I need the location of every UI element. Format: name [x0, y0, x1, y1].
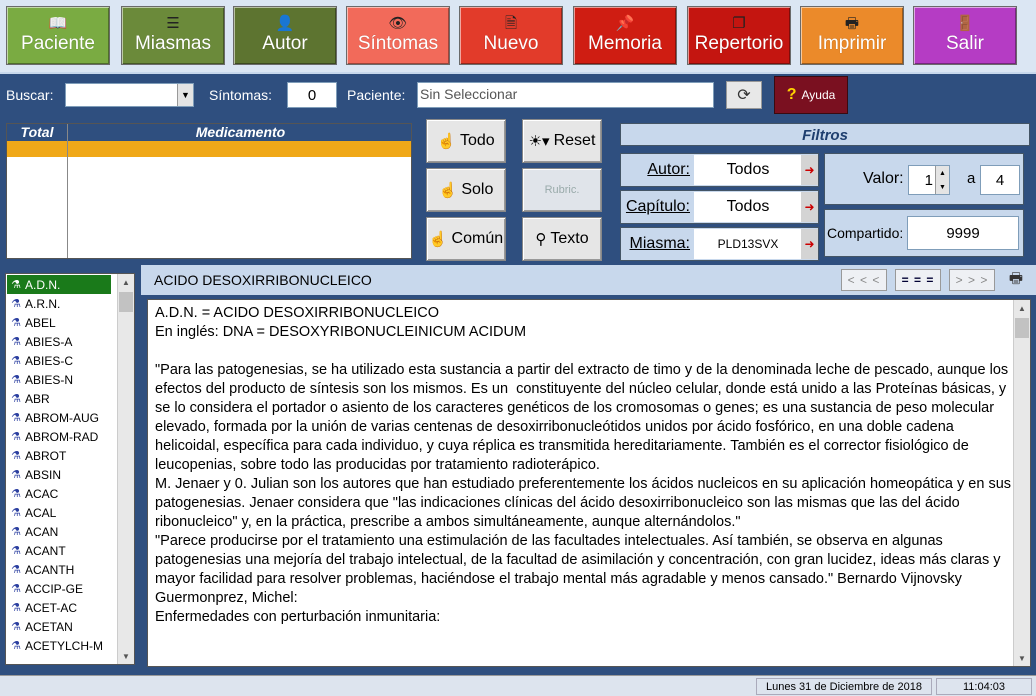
valor-label: Valor: — [863, 170, 904, 187]
remedy-name: ACAN — [25, 524, 59, 539]
nav-next-button[interactable]: > > > — [949, 269, 995, 291]
status-bar — [0, 675, 1036, 696]
filtros-title: Filtros — [620, 123, 1030, 146]
remedy-name: ABSIN — [25, 467, 62, 482]
paciente-label: Paciente: — [347, 87, 406, 103]
sintomas-button[interactable] — [346, 6, 450, 65]
remedy-name: ABIES-A — [25, 334, 73, 349]
arrow-right-icon[interactable]: ➜ — [801, 155, 818, 185]
toolbar-button-label: Miasmas — [134, 33, 211, 54]
flask-icon: ⚗ — [11, 336, 21, 348]
remedy-list-item[interactable] — [7, 427, 111, 446]
flask-icon: ⚗ — [11, 412, 21, 424]
remedy-name: A.R.N. — [25, 296, 61, 311]
paciente-button[interactable] — [6, 6, 110, 65]
remedy-name: ABROM-AUG — [25, 410, 100, 425]
toolbar-button-label: Paciente — [21, 33, 95, 54]
flask-icon: ⚗ — [11, 621, 21, 633]
compartido-input[interactable]: 9999 — [907, 216, 1019, 250]
solo-label: Solo — [461, 181, 494, 198]
autor-filter — [620, 153, 819, 187]
toolbar-button-label: Salir — [945, 33, 984, 54]
memoria-button[interactable] — [573, 6, 677, 65]
search-bar — [0, 74, 1036, 117]
flask-icon: ⚗ — [11, 393, 21, 405]
flask-icon: ⚗ — [11, 355, 21, 367]
pin-icon: 📌 — [615, 15, 635, 32]
hand-pointer-icon: ☝ — [428, 231, 448, 248]
miasma-value[interactable]: PLD13SVX — [694, 229, 802, 259]
compartido-filter — [824, 209, 1024, 257]
comun-label: Común — [451, 230, 504, 247]
flask-icon: ⚗ — [11, 602, 21, 614]
remedy-list-item[interactable] — [7, 408, 111, 427]
reset-button[interactable] — [522, 119, 602, 163]
compartido-label: Compartido: — [827, 225, 904, 241]
remedy-list-item[interactable] — [7, 275, 111, 294]
scroll-down-icon[interactable]: ▼ — [1018, 653, 1026, 663]
rubric-button[interactable] — [522, 168, 602, 212]
remedy-list-item[interactable] — [7, 465, 111, 484]
miasma-filter — [620, 227, 819, 261]
status-time: 11:04:03 — [936, 678, 1032, 695]
valor-filter — [824, 153, 1024, 205]
flask-icon: ⚗ — [11, 507, 21, 519]
comun-button[interactable] — [426, 217, 506, 261]
rubric-label: Rubric. — [544, 184, 580, 196]
column-divider — [67, 124, 68, 258]
repertorio-button[interactable] — [687, 6, 791, 65]
printer-icon: 🖶 — [844, 15, 860, 32]
remedy-name: ACETAN — [25, 619, 73, 634]
remedy-name: ABROM-RAD — [25, 429, 99, 444]
flask-icon: ⚗ — [11, 317, 21, 329]
nav-prev-button[interactable]: < < < — [841, 269, 887, 291]
remedy-name: ABR — [25, 391, 50, 406]
remedy-list-item[interactable] — [7, 313, 111, 332]
nav-center-button[interactable]: = = = — [895, 269, 941, 291]
remedy-description: A.D.N. = ACIDO DESOXIRRIBONUCLEICO En inglés: DNA = DESOXYRIBONUCLEINICUM ACIDUM "Para las patogenesias, se ha utilizado esta sustancia a partir del extracto de timo y de la denominada leche de pescado, aunque los efectos del producto de síntesis son los mismos. Es un constituyente del núcleo celular, donde está unido a las Proteínas básicas, y se lo considera el portador o asiento de los caracteres genéticos de los cromosomas o genes; es una sustancia de peso molecular elevado, formada por la unión de varias centenas de desoxirribonucleótidos unidos por ácido fosfórico, en una doble cadena helicoidal, específica para cada individuo, y cuya réplica es transmitida hereditariamente. También es el corrector fisiológico de leucopenias, sobre todo las producidas por tratamiento radioterápico. M. Jenaer y 0. Julian son los autores que han estudiado preferentemente los ácidos nucleicos en su aplicación homeopática y en sus patogenesias. Jenaer considera que "las indicaciones clínicas del ácido desoxirribonucleico son las mismas que las del ácido ribonucleico" y, en la práctica, prescribe a ambos simultáneamente, aunque alternándolos." "Parece producirse por el tratamiento una estimulación de las facultades intelectuales. Así también, se observa en algunas patogenesias una mejoría del trabajo intelectual, de la facultad de asimilación y concentración, con gran lucidez, ideas más claras y mayor facilidad para resolver problemas, haciéndose el trabajo mental más agradable y menos cansado." Bernardo Vijnovsky Guermonprez, Michel: Enfermedades con perturbación inmunitaria: — [155, 305, 1012, 625]
flask-icon: ⚗ — [11, 374, 21, 386]
reset-label: Reset — [553, 132, 596, 149]
remedy-title: ACIDO DESOXIRRIBONUCLEICO — [154, 272, 372, 288]
lower-panel — [0, 265, 1036, 675]
remedy-name: ACANTH — [25, 562, 75, 577]
printer-icon[interactable]: 🖶 — [1008, 269, 1024, 287]
remedy-list-item[interactable] — [7, 617, 111, 636]
exit-door-icon: 🚪 — [955, 15, 975, 32]
col-total[interactable]: Total — [20, 124, 54, 140]
autor-label: Autor: — [647, 161, 690, 178]
upper-panel — [0, 117, 1036, 265]
remedy-list[interactable] — [5, 273, 135, 665]
flask-icon: ⚗ — [11, 298, 21, 310]
ayuda-label: Ayuda — [801, 88, 836, 102]
remedy-name: ACET-AC — [25, 600, 78, 615]
scroll-thumb[interactable] — [119, 292, 133, 312]
flask-icon: ⚗ — [11, 488, 21, 500]
toolbar-button-label: Nuevo — [483, 33, 539, 54]
toolbar-button-label: Memoria — [588, 33, 662, 54]
solo-button[interactable] — [426, 168, 506, 212]
eye-icon: 👁 — [388, 15, 408, 32]
remedy-list-item[interactable] — [7, 370, 111, 389]
capitulo-value[interactable]: Todos — [694, 192, 802, 222]
remedy-list-item[interactable] — [7, 294, 111, 313]
remedy-list-item[interactable] — [7, 541, 111, 560]
copy-icon: ❐ — [732, 15, 746, 32]
remedy-list-item[interactable] — [7, 560, 111, 579]
flask-icon: ⚗ — [11, 431, 21, 443]
search-icon: ⚲ — [535, 231, 547, 248]
help-icon: ? — [786, 86, 797, 103]
autor-button[interactable] — [233, 6, 337, 65]
remedy-name: ABIES-C — [25, 353, 74, 368]
autor-value[interactable]: Todos — [694, 155, 802, 185]
flask-icon: ⚗ — [11, 526, 21, 538]
scroll-thumb[interactable] — [1015, 318, 1029, 338]
hand-pointer-icon: ☝ — [437, 133, 456, 150]
col-medicamento[interactable]: Medicamento — [195, 124, 286, 140]
scroll-up-icon[interactable]: ▲ — [1018, 303, 1026, 313]
remedy-list-item[interactable] — [7, 351, 111, 370]
remedy-name: ACANT — [25, 543, 66, 558]
valor-to-input[interactable]: 4 — [980, 165, 1020, 195]
valor-from-input[interactable]: 1 — [908, 165, 950, 195]
buscar-combobox[interactable] — [65, 83, 194, 107]
spin-down-icon[interactable]: ▼ — [939, 183, 946, 191]
scroll-up-icon[interactable]: ▲ — [122, 277, 130, 287]
remedy-name: ABROT — [25, 448, 67, 463]
person-icon: 👤 — [275, 15, 295, 32]
remedy-list-item[interactable] — [7, 579, 111, 598]
ayuda-button[interactable] — [774, 76, 848, 114]
paciente-field[interactable]: Sin Seleccionar — [417, 82, 714, 108]
remedy-list-item[interactable] — [7, 598, 111, 617]
select-patient-button[interactable] — [726, 81, 762, 109]
remedy-name: A.D.N. — [25, 277, 61, 292]
list-icon: ☰ — [166, 15, 180, 32]
flask-icon: ⚗ — [11, 469, 21, 481]
text-scrollbar[interactable] — [1013, 300, 1030, 666]
hand-pointer-icon: ☝ — [438, 182, 458, 199]
spin-up-icon[interactable]: ▲ — [939, 169, 946, 177]
flask-icon: ⚗ — [11, 640, 21, 652]
sun-dropdown-icon: ☀▾ — [528, 133, 550, 150]
imprimir-button[interactable] — [800, 6, 904, 65]
remedy-name: ACAC — [25, 486, 59, 501]
refresh-icon: ⟳ — [737, 87, 751, 104]
sintomas-count: 0 — [287, 82, 337, 108]
main-toolbar — [0, 0, 1036, 72]
remedy-list-item[interactable] — [7, 503, 111, 522]
flask-icon: ⚗ — [11, 564, 21, 576]
texto-button[interactable] — [522, 217, 602, 261]
toolbar-button-label: Repertorio — [694, 33, 784, 54]
remedy-name: ACAL — [25, 505, 57, 520]
miasma-label: Miasma: — [629, 235, 690, 252]
remedy-list-item[interactable] — [7, 446, 111, 465]
salir-button[interactable] — [913, 6, 1017, 65]
sintomas-label: Síntomas: — [209, 87, 273, 103]
toolbar-button-label: Síntomas — [357, 33, 439, 54]
a-label: a — [967, 170, 976, 187]
capitulo-label: Capítulo: — [625, 198, 690, 215]
capitulo-filter — [620, 190, 819, 224]
status-date: Lunes 31 de Diciembre de 2018 — [756, 678, 932, 695]
flask-icon: ⚗ — [11, 279, 21, 291]
miasmas-button[interactable] — [121, 6, 225, 65]
remedy-list-item[interactable] — [7, 484, 111, 503]
flask-icon: ⚗ — [11, 583, 21, 595]
remedy-name: ABEL — [25, 315, 56, 330]
arrow-right-icon[interactable]: ➜ — [801, 229, 818, 259]
remedy-list-item[interactable] — [7, 389, 111, 408]
todo-label: Todo — [459, 132, 495, 149]
remedy-name: ABIES-N — [25, 372, 74, 387]
texto-label: Texto — [550, 230, 589, 247]
arrow-right-icon[interactable]: ➜ — [801, 192, 818, 222]
valor-spinner[interactable] — [935, 166, 949, 194]
book-icon: 📖 — [48, 15, 68, 32]
remedy-name: ACCIP-GE — [25, 581, 84, 596]
buscar-label: Buscar: — [6, 87, 54, 103]
remedy-list-item[interactable] — [7, 332, 111, 351]
remedy-name: ACETYLCH-M — [25, 638, 104, 653]
todo-button[interactable] — [426, 119, 506, 163]
medicamento-grid[interactable] — [6, 123, 412, 259]
toolbar-button-label: Imprimir — [817, 33, 887, 54]
filtros-panel — [620, 123, 1030, 259]
remedy-list-item[interactable] — [7, 522, 111, 541]
remedy-text-panel[interactable] — [147, 299, 1031, 667]
scroll-down-icon[interactable]: ▼ — [122, 651, 130, 661]
chevron-down-icon[interactable]: ▼ — [177, 84, 193, 106]
remedy-list-item[interactable] — [7, 636, 111, 655]
toolbar-button-label: Autor — [262, 33, 308, 54]
nuevo-button[interactable] — [459, 6, 563, 65]
flask-icon: ⚗ — [11, 545, 21, 557]
flask-icon: ⚗ — [11, 450, 21, 462]
remedy-list-scrollbar[interactable] — [117, 274, 134, 664]
new-document-icon: 🗎 — [504, 15, 518, 32]
detail-header — [141, 265, 1036, 295]
